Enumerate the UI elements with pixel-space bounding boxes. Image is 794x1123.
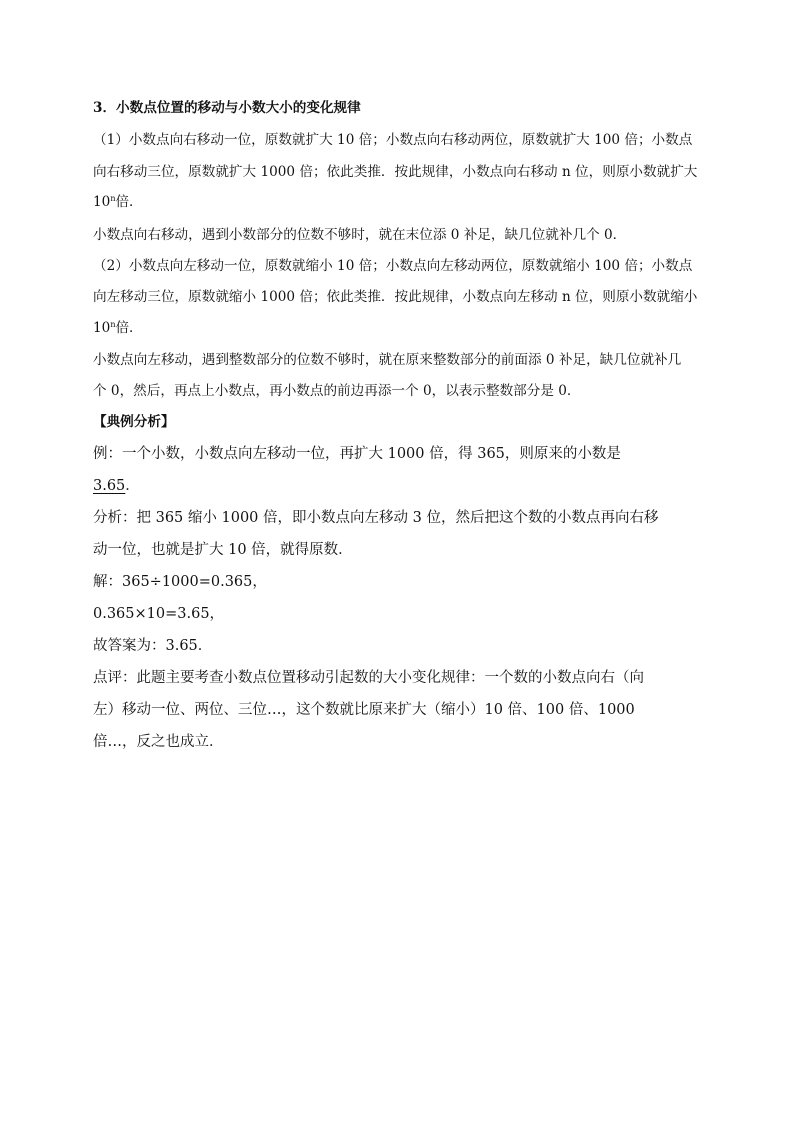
rule-left-line-2: 向左移动三位，原数就缩小 1000 倍；依此类推．按此规律，小数点向左移动 n 位，则原小数就缩小 (93, 289, 698, 305)
example-heading: 【典例分析】 (93, 414, 175, 430)
comment-line-3: 倍…，反之也成立． (93, 734, 224, 750)
example-answer: 3.65 (93, 478, 126, 494)
solution-line-3: 故答案为：3.65． (93, 638, 213, 654)
right-shift-note: 小数点向右移动，遇到小数部分的位数不够时，就在末位添 0 补足，缺几位就补几个 0． (93, 227, 627, 243)
comment-line-2: 左）移动一位、两位、三位…，这个数就比原来扩大（缩小）10 倍、100 倍、1000 (93, 702, 635, 718)
example-question: 例：一个小数，小数点向左移动一位，再扩大 1000 倍，得 365，则原来的小数是 (93, 446, 621, 462)
analysis-line-1: 分析：把 365 缩小 1000 倍，即小数点向左移动 3 位，然后把这个数的小数点再向右移 (93, 510, 659, 526)
example-answer-line (93, 479, 140, 494)
left-shift-note-line-2: 个 0，然后，再点上小数点，再小数点的前边再添一个 0，以表示整数部分是 0． (93, 383, 581, 399)
left-shift-note-line-1: 小数点向左移动，遇到整数部分的位数不够时，就在原来整数部分的前面添 0 补足，缺几位就补几 (93, 352, 682, 368)
rule-left-line-1: （2）小数点向左移动一位，原数就缩小 10 倍；小数点向左移动两位，原数就缩小 100 倍；小数点 (93, 258, 693, 274)
rule-right-line-2: 向右移动三位，原数就扩大 1000 倍；依此类推．按此规律，小数点向右移动 n 位，则原小数就扩大 (93, 164, 698, 180)
power-base: 10 (93, 194, 111, 210)
rule-left-line-3 (93, 322, 143, 336)
solution-line-2: 0.365×10=3.65， (93, 606, 225, 622)
power-exponent: n (110, 194, 116, 203)
comment-line-1: 点评：此题主要考查小数点位置移动引起数的大小变化规律：一个数的小数点向右（向 (93, 670, 644, 686)
power-exponent: n (110, 320, 116, 329)
answer-tail: ． (125, 478, 140, 494)
rule-right-tail: 倍． (115, 194, 143, 210)
analysis-line-2: 动一位，也就是扩大 10 倍，就得原数． (93, 542, 353, 558)
rule-left-tail: 倍． (115, 320, 143, 336)
rule-right-line-1: （1）小数点向右移动一位，原数就扩大 10 倍；小数点向右移动两位，原数就扩大 100 倍；小数点 (93, 132, 693, 148)
rule-right-line-3 (93, 196, 143, 210)
power-base: 10 (93, 320, 111, 336)
solution-line-1: 解：365÷1000=0.365， (93, 574, 267, 590)
section-heading: 3．小数点位置的移动与小数大小的变化规律 (93, 100, 361, 116)
